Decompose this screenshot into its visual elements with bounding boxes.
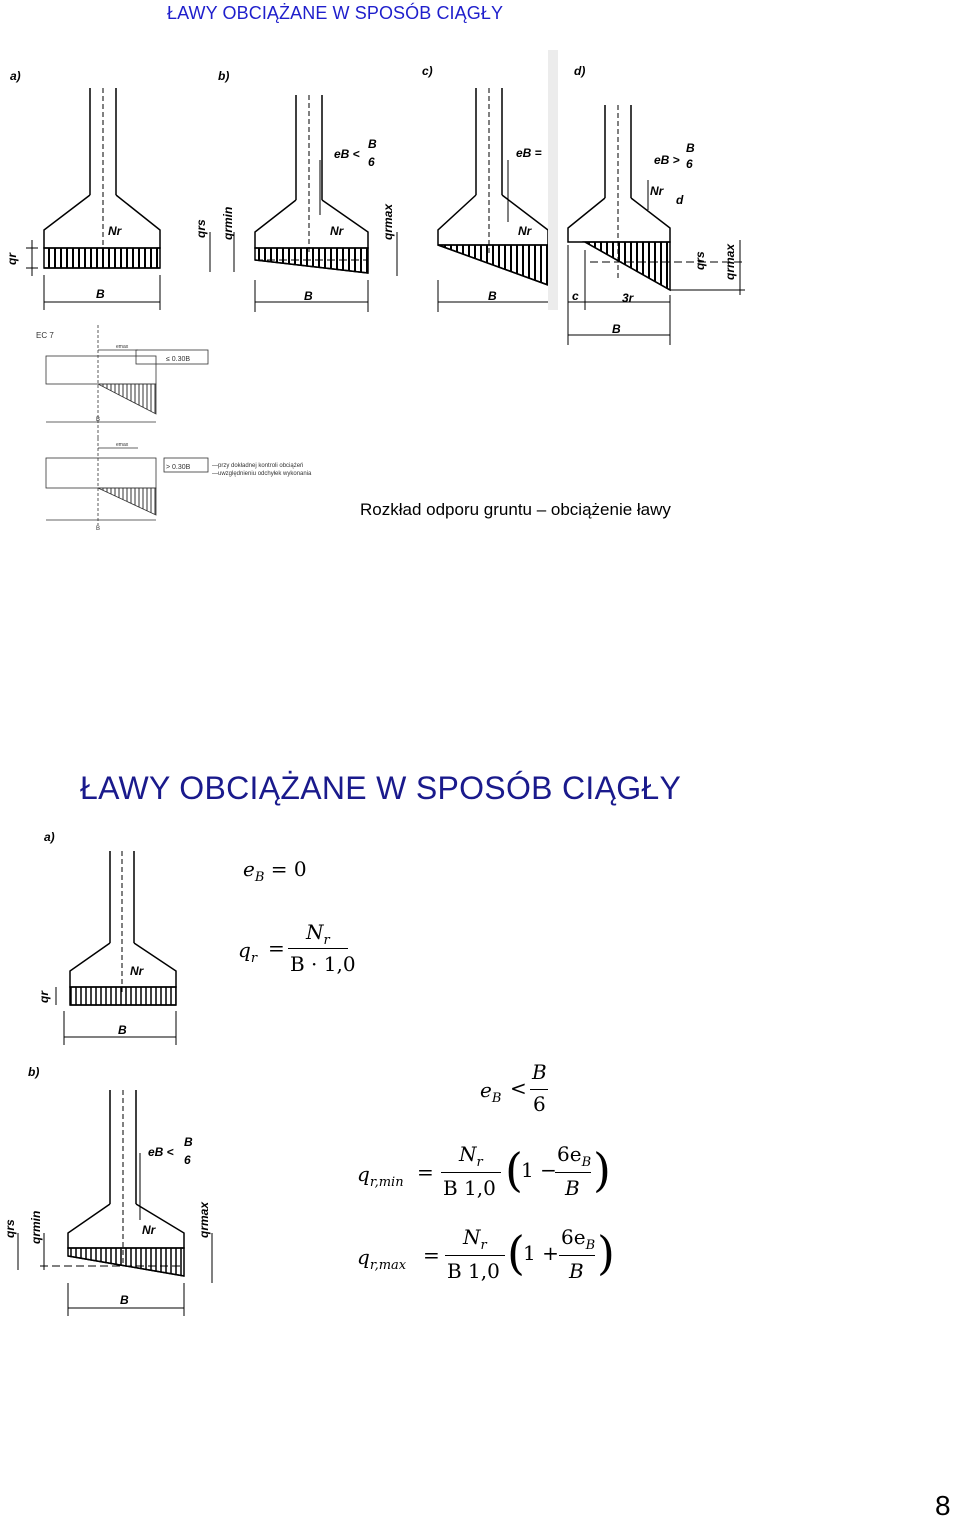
scan-strip xyxy=(548,50,558,310)
label-nr-lower-b: Nr xyxy=(142,1223,156,1237)
label-eb-lt-b: eB < xyxy=(334,147,360,161)
label-b6-den-d: 6 xyxy=(686,157,693,171)
label-b6-num-b: B xyxy=(368,137,377,151)
panel-label-a-lower: a) xyxy=(44,830,55,844)
panel-label-d: d) xyxy=(574,64,586,78)
label-qr-a: qr xyxy=(5,253,19,265)
label-b-lower-b: B xyxy=(120,1293,129,1307)
label-b-lower-a: B xyxy=(118,1023,127,1037)
label-qr-lower-a: qr xyxy=(37,991,51,1003)
ec7-b-upper: B xyxy=(96,417,101,423)
panel-a xyxy=(26,88,160,310)
label-eb-lt-lower: eB < xyxy=(148,1145,174,1159)
label-d: d xyxy=(676,193,684,207)
label-c: c xyxy=(572,289,579,303)
panel-b xyxy=(210,95,397,312)
diagram-b xyxy=(0,1058,225,1318)
label-b6-den-lower: 6 xyxy=(184,1153,191,1167)
label-qrs-lower: qrs xyxy=(3,1219,17,1238)
ec7-b-lower: B xyxy=(96,526,101,532)
formula-qr: $q_r$ = $N_r$ B · 1,0 xyxy=(238,920,356,976)
diagram-a xyxy=(30,825,190,1050)
panel-c xyxy=(438,88,548,312)
ec7-note-2: —uwzględnieniu odchyłek wykonania xyxy=(212,471,312,477)
label-qrmax-b: qrmax xyxy=(381,203,395,240)
formula-eb-lt: $e_B$ < B 6 xyxy=(480,1060,547,1116)
label-b-c: B xyxy=(488,289,497,303)
figure-caption: Rozkład odporu gruntu – obciążenie ławy xyxy=(360,500,671,519)
label-b6-den-b: 6 xyxy=(368,155,375,169)
panel-label-a: a) xyxy=(10,69,21,83)
label-b6-num-lower: B xyxy=(184,1135,193,1149)
formula-qr-min: $q_{r,min}$ = $N_r$ B 1,0 ( 1 − $6e_B$ B ) xyxy=(357,1142,611,1200)
label-qrs-d: qrs xyxy=(693,251,707,270)
label-nr-d: Nr xyxy=(650,184,664,198)
fraction-bar xyxy=(445,1255,505,1256)
label-b-d: B xyxy=(612,322,621,336)
label-b-a: B xyxy=(96,287,105,301)
label-nr-b: Nr xyxy=(330,224,344,238)
footing-pressure-diagram xyxy=(0,40,760,360)
ec7-e-upper: emax xyxy=(116,344,129,350)
label-nr-a: Nr xyxy=(108,224,122,238)
fraction-bar xyxy=(288,948,348,949)
panel-label-b-lower: b) xyxy=(28,1065,40,1079)
label-eb-gt-d: eB > xyxy=(654,153,680,167)
label-b6-num-d: B xyxy=(686,141,695,155)
ec7-note-1: —przy dokładnej kontroli obciążeń xyxy=(212,463,304,469)
paren-close: ) xyxy=(593,1143,611,1197)
paren-open: ( xyxy=(505,1143,523,1197)
ec7-e-lower: emax xyxy=(116,442,129,448)
fraction-bar xyxy=(530,1089,548,1090)
paren-open: ( xyxy=(507,1226,525,1280)
ec7-upper-label: ≤ 0.30B xyxy=(166,356,191,363)
label-eb-eq-c: eB = xyxy=(516,146,542,160)
ec7-tag: EC 7 xyxy=(36,331,54,340)
ec7-diagram xyxy=(30,320,330,535)
label-qrmin-lower: qrmin xyxy=(29,1210,43,1244)
label-qrmax-d: qrmax xyxy=(723,243,737,280)
label-qrmax-lower: qrmax xyxy=(197,1201,211,1238)
panel-d xyxy=(568,105,745,345)
fraction-bar xyxy=(559,1255,595,1256)
formula-eb-zero: $e_B = 0$ xyxy=(243,857,307,885)
fraction-bar xyxy=(555,1172,591,1173)
ec7-lower-label: > 0.30B xyxy=(166,464,191,471)
label-3r: 3r xyxy=(622,291,634,305)
panel-label-b: b) xyxy=(218,69,230,83)
panel-label-c: c) xyxy=(422,64,433,78)
label-nr-c: Nr xyxy=(518,224,532,238)
label-qrmin-b: qrmin xyxy=(221,206,235,240)
fraction-bar xyxy=(441,1172,501,1173)
label-qrs-b: qrs xyxy=(194,219,208,238)
label-b-b: B xyxy=(304,289,313,303)
formula-qr-max: $q_{r,max}$ = $N_r$ B 1,0 ( 1 + $6e_B$ B ) xyxy=(357,1225,615,1283)
header-title: ŁAWY OBCIĄŻANE W SPOSÓB CIĄGŁY xyxy=(167,3,504,23)
paren-close: ) xyxy=(597,1226,615,1280)
section-title: ŁAWY OBCIĄŻANE W SPOSÓB CIĄGŁY xyxy=(80,770,682,806)
label-nr-lower-a: Nr xyxy=(130,964,144,978)
page-number: 8 xyxy=(935,1490,951,1521)
